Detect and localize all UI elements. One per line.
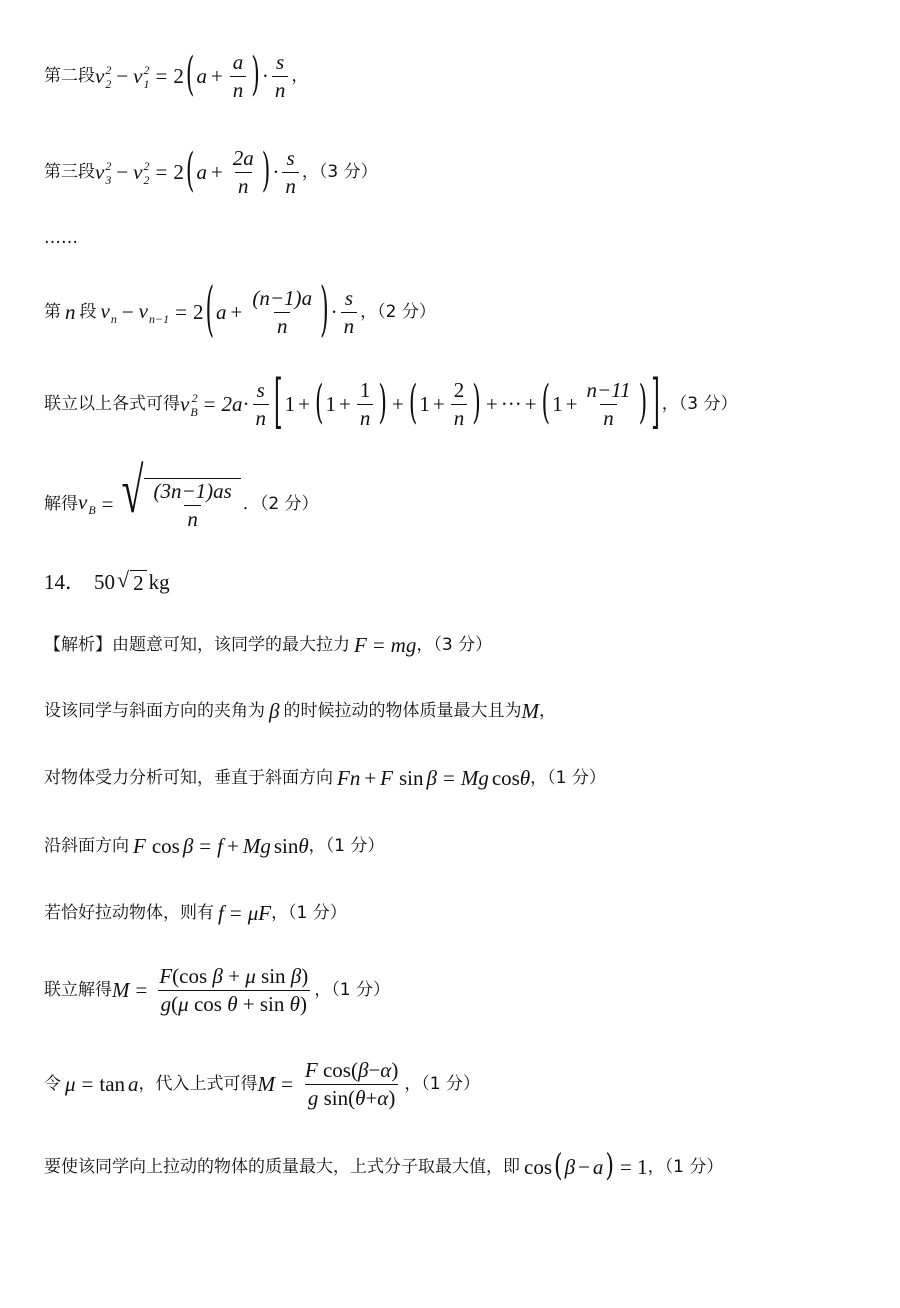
- square-root: [117, 567, 147, 595]
- a-var: a: [216, 300, 227, 324]
- equals-sign: =: [281, 1072, 293, 1096]
- equals-one: = 1: [620, 1154, 648, 1179]
- result-label: 解得: [44, 493, 78, 514]
- right-paren: ): [378, 377, 387, 430]
- line-tail: ，（1 分）: [308, 836, 385, 856]
- mu-var: μ: [247, 901, 259, 925]
- numerator: F cos(β−α): [304, 1058, 399, 1082]
- combined-label: 联立以上各式可得: [44, 394, 180, 414]
- fraction-M-simplified: [302, 1060, 401, 1109]
- denominator: n: [253, 404, 270, 429]
- equals-sign: =: [81, 1072, 94, 1096]
- segment-3-label: 第三段: [44, 162, 95, 182]
- solve-label: 联立解得: [44, 980, 112, 1000]
- fraction-M-expression: [156, 966, 311, 1015]
- left-paren: (: [408, 377, 418, 430]
- friction-label: 若恰好拉动物体，则有: [44, 903, 214, 923]
- plus-sign: +: [391, 392, 404, 416]
- segment-n-label-b: 段: [79, 302, 97, 322]
- numerator: a: [232, 50, 244, 74]
- line-tail: ，（1 分）: [314, 980, 390, 1000]
- right-paren: ): [261, 145, 271, 198]
- M-var: M: [521, 699, 539, 723]
- ellipsis: ……: [44, 228, 78, 248]
- mg-var: mg: [390, 633, 417, 657]
- minus-sign: −: [116, 160, 129, 184]
- equation-line-segment-n: [44, 277, 436, 345]
- line-tail: ，（3 分）: [661, 394, 738, 414]
- v2-var: $v_2^2$: [133, 158, 150, 187]
- minus-sign: −: [116, 64, 129, 88]
- denominator: n: [272, 76, 289, 101]
- segment-n-index: n: [65, 300, 76, 324]
- plus-sign: +: [432, 392, 445, 416]
- a-var: a: [128, 1072, 139, 1096]
- line-tail: ，: [291, 66, 309, 86]
- numerator: s: [286, 146, 295, 170]
- theta-var: θ: [519, 766, 531, 790]
- radicand: 2: [130, 570, 147, 594]
- minus-sign: −: [121, 300, 134, 324]
- line-tail: ，（1 分）: [404, 1074, 481, 1094]
- numerator: F(cos β + μ sin β): [159, 964, 309, 988]
- line-tail: ，（3 分）: [416, 635, 493, 655]
- equals-sign: =: [101, 491, 114, 516]
- v2-var: $v_2^2$: [95, 62, 112, 91]
- M-var: M: [257, 1072, 276, 1096]
- analysis-line-max-force: [44, 635, 492, 656]
- plus-sign: +: [210, 160, 223, 184]
- segment-2-label: 第二段: [44, 66, 95, 86]
- right-paren: ): [472, 377, 481, 430]
- a-var: a: [196, 64, 207, 88]
- numerator: 2: [453, 378, 465, 402]
- coefficient-2: 2: [173, 160, 184, 184]
- line-tail: ，: [538, 701, 556, 721]
- f-var: f: [218, 901, 224, 925]
- beta-var: β: [426, 766, 437, 790]
- substitute-label: 令: [44, 1074, 61, 1094]
- beta-var: β: [182, 834, 194, 858]
- line-tail: ，（1 分）: [530, 768, 606, 788]
- denominator: g(μ cos θ + sin θ): [158, 990, 310, 1015]
- denominator: n: [341, 312, 358, 337]
- analysis-line-friction: [44, 903, 347, 924]
- analysis-line-substitute: [44, 1060, 480, 1109]
- fraction-1-over-n: [357, 380, 374, 429]
- equation-line-vb-result: [44, 454, 319, 531]
- cos-fn: cos: [491, 766, 520, 790]
- F-var: F: [380, 766, 393, 790]
- plus-sign: +: [565, 392, 578, 416]
- cos-fn: cos: [524, 1154, 552, 1179]
- Fn-var: Fn: [337, 766, 361, 790]
- plus-sign: +: [364, 766, 377, 790]
- perpendicular-label: 对物体受力分析可知，垂直于斜面方向: [44, 768, 333, 788]
- Mg-var: Mg: [460, 766, 489, 790]
- equals-sign: =: [372, 633, 385, 657]
- equals-sign: =: [135, 978, 148, 1002]
- beta-var: β: [269, 699, 280, 723]
- Mg-var: Mg: [242, 834, 271, 858]
- ellipsis-line: [44, 230, 78, 247]
- right-paren: ): [251, 49, 260, 102]
- numerator: s: [344, 286, 353, 310]
- vn-var: $v_n$: [100, 298, 117, 326]
- analysis-line-perpendicular: [44, 768, 606, 789]
- tan-fn: tan: [99, 1072, 126, 1096]
- vB-var: $v_B$: [78, 490, 96, 517]
- equals-sign: =: [203, 392, 216, 416]
- fraction-s-over-n: [282, 148, 299, 197]
- left-bracket: [: [274, 369, 283, 437]
- analysis-line-maximize: [44, 1148, 724, 1184]
- denominator: n: [451, 404, 468, 429]
- a-var: a: [196, 160, 207, 184]
- term-1: 1: [325, 392, 337, 416]
- mu-var: μ: [65, 1072, 76, 1096]
- v1-var: $v_1^2$: [133, 62, 150, 91]
- analysis-line-angle: [44, 701, 556, 722]
- segment-n-label-a: 第: [44, 302, 61, 322]
- dot-operator: ·: [242, 392, 250, 416]
- denominator: n: [235, 172, 252, 197]
- answer-14: [44, 567, 170, 595]
- left-paren: (: [541, 377, 551, 430]
- numerator: n−11: [586, 378, 631, 402]
- right-paren: ): [320, 277, 329, 345]
- right-paren: ): [605, 1148, 614, 1184]
- analysis-label: 【解析】由题意可知，该同学的最大拉力: [44, 635, 350, 655]
- a-var: a: [592, 1154, 604, 1179]
- v3-var: $v_3^2$: [95, 158, 112, 187]
- analysis-line-solve-M: [44, 966, 390, 1015]
- line-tail: ，（3 分）: [301, 162, 378, 182]
- left-paren: (: [205, 277, 215, 345]
- plus-sign: +: [226, 834, 239, 858]
- denominator: n: [274, 312, 291, 337]
- equals-sign: =: [175, 300, 187, 324]
- left-paren: (: [554, 1148, 563, 1184]
- M-var: M: [112, 978, 130, 1002]
- plus-sign: +: [298, 392, 310, 416]
- beta-var: β: [564, 1154, 576, 1179]
- F-var: F: [354, 633, 367, 657]
- equals-sign: =: [442, 766, 455, 790]
- fraction-3n-1-as-over-n: [150, 481, 234, 530]
- f-var: f: [217, 834, 223, 858]
- numerator: 1: [359, 378, 371, 402]
- coefficient-2: 2: [173, 64, 184, 88]
- analysis-line-parallel: [44, 836, 384, 857]
- radical-sign: √: [117, 567, 130, 592]
- left-paren: (: [185, 49, 195, 102]
- term-1: 1: [552, 392, 563, 416]
- F-var: F: [258, 901, 272, 925]
- cdots: ···: [500, 392, 522, 416]
- radical-sign: √: [121, 454, 144, 527]
- denominator: n: [357, 404, 374, 429]
- angle-mid-text: 的时候拉动的物体质量最大且为: [283, 701, 522, 721]
- cos-fn: cos: [151, 834, 180, 858]
- plus-sign: +: [339, 392, 351, 416]
- angle-label: 设该同学与斜面方向的夹角为: [44, 701, 265, 721]
- answer-unit: kg: [148, 569, 170, 594]
- right-bracket: ]: [651, 369, 660, 437]
- term-1: 1: [284, 392, 296, 416]
- maximize-label: 要使该同学向上拉动的物体的质量最大，上式分子取最大值，即: [44, 1156, 520, 1177]
- square-root: [121, 454, 241, 531]
- numerator: s: [276, 50, 285, 74]
- left-paren: (: [185, 145, 195, 198]
- numerator: 2a: [232, 146, 254, 170]
- denominator: n: [600, 404, 617, 429]
- coefficient-2: 2: [192, 300, 204, 324]
- denominator: n: [282, 172, 299, 197]
- equals-sign: =: [229, 901, 242, 925]
- parallel-label: 沿斜面方向: [44, 836, 129, 856]
- sin-fn: sin: [273, 834, 299, 858]
- equation-line-segment-3: [44, 145, 378, 198]
- left-paren: (: [314, 377, 324, 430]
- dot-operator: ·: [272, 160, 280, 184]
- fraction-n-minus-1-a-over-n: [249, 288, 315, 337]
- fraction-2-over-n: [451, 380, 468, 429]
- equals-sign: =: [155, 64, 168, 88]
- question-number: 14．: [44, 569, 86, 594]
- equals-sign: =: [199, 834, 212, 858]
- denominator: n: [230, 76, 247, 101]
- line-tail: ，（1 分）: [647, 1156, 724, 1177]
- numerator: (n−1)a: [252, 286, 313, 310]
- fraction-a-over-n: [230, 52, 247, 101]
- plus-sign: +: [230, 300, 243, 324]
- right-paren: ): [638, 377, 648, 430]
- equation-line-segment-2: [44, 49, 309, 102]
- line-tail: ，（2 分）: [360, 302, 436, 322]
- term-1: 1: [419, 392, 430, 416]
- denominator: n: [184, 505, 201, 530]
- radicand: [144, 478, 240, 530]
- dot-operator: ·: [261, 64, 269, 88]
- equation-line-combined: [44, 369, 738, 437]
- fraction-2a-over-n: [230, 148, 257, 197]
- fraction-s-over-n: [272, 52, 289, 101]
- vB-var: $v_B^2$: [180, 390, 198, 419]
- dot-operator: ·: [330, 300, 338, 324]
- numerator: s: [256, 378, 265, 402]
- substitute-mid-text: ，代入上式可得: [138, 1074, 258, 1094]
- fraction-n-minus-11-over-n: [583, 380, 633, 429]
- F-var: F: [133, 834, 146, 858]
- coefficient-2a: 2a: [221, 392, 243, 416]
- fraction-s-over-n: [253, 380, 270, 429]
- equals-sign: =: [155, 160, 168, 184]
- line-tail: ．（2 分）: [242, 493, 319, 514]
- answer-value: 50: [94, 569, 115, 594]
- theta-var: θ: [298, 834, 309, 858]
- line-tail: ，（1 分）: [271, 903, 347, 923]
- plus-sign: +: [524, 392, 537, 416]
- denominator: g sin(θ+α): [305, 1084, 398, 1109]
- numerator: (3n−1)as: [153, 479, 232, 503]
- vn-1-var: $v_{n-1}$: [138, 298, 170, 326]
- minus-sign: −: [578, 1154, 590, 1179]
- plus-sign: +: [485, 392, 498, 416]
- fraction-s-over-n: [341, 288, 358, 337]
- sin-fn: sin: [399, 766, 424, 790]
- plus-sign: +: [210, 64, 223, 88]
